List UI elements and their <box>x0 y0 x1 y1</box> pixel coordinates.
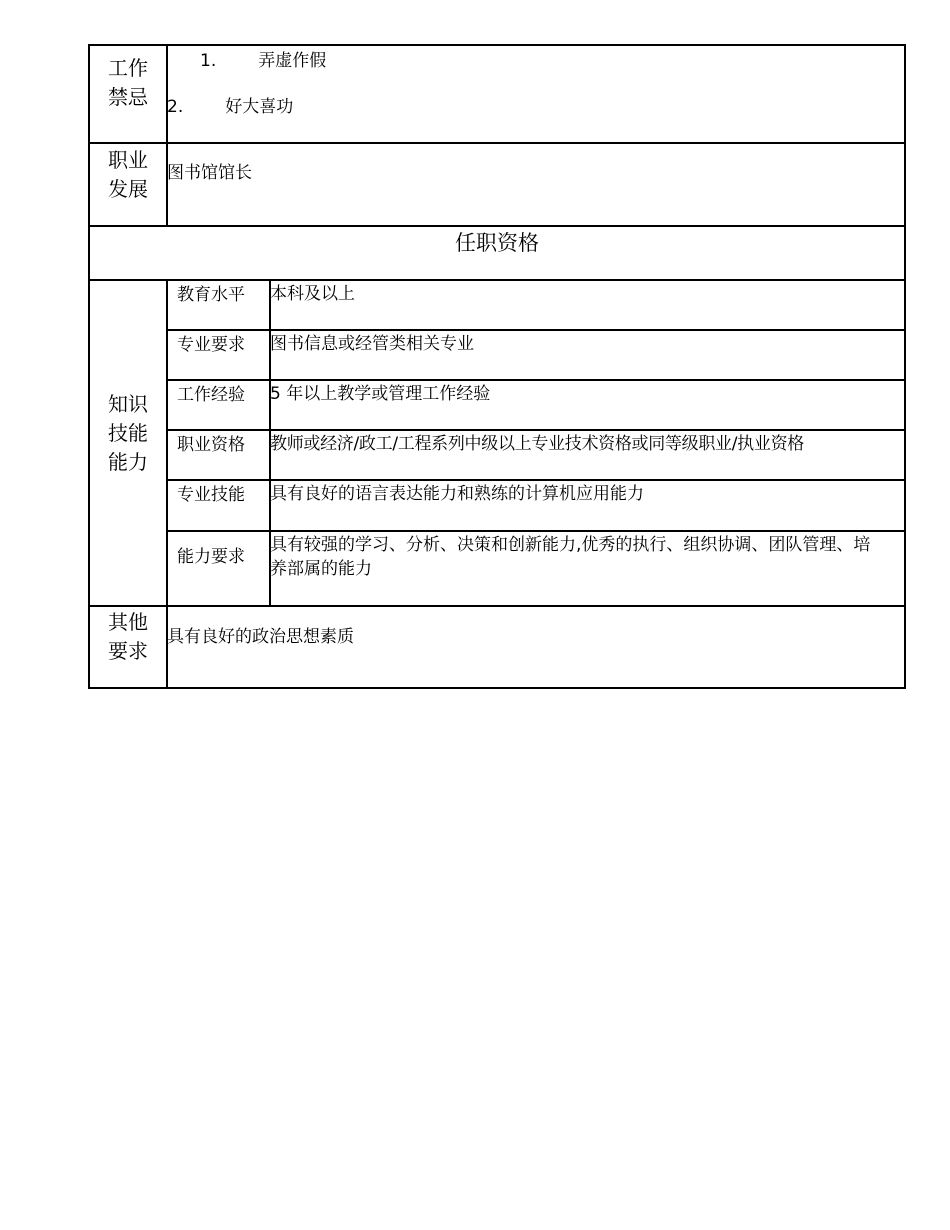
group-label-line1: 知识 <box>108 392 148 416</box>
prohibitions-label-line1: 工作 <box>108 56 148 80</box>
prohibition-item-text: 好大喜功 <box>225 97 294 117</box>
row-divider <box>167 329 904 331</box>
row-divider <box>167 379 904 381</box>
row-divider <box>167 429 904 431</box>
qualification-label-experience: 工作经验 <box>177 385 245 405</box>
row-divider <box>90 605 904 607</box>
qualification-label-certification: 职业资格 <box>177 435 245 455</box>
column-divider <box>166 46 168 225</box>
other-label-line2: 要求 <box>108 639 148 663</box>
knowledge-skills-ability-label <box>90 390 166 477</box>
qualification-value-major: 图书信息或经管类相关专业 <box>270 334 474 354</box>
qualification-label-education: 教育水平 <box>177 285 245 305</box>
qualification-value-education: 本科及以上 <box>270 284 355 304</box>
qualification-label-ability: 能力要求 <box>177 547 245 567</box>
row-divider <box>167 530 904 532</box>
career-label-line2: 发展 <box>108 177 148 201</box>
qualification-label-professional-skills: 专业技能 <box>177 485 245 505</box>
other-text: 具有良好的政治思想素质 <box>167 627 354 647</box>
prohibitions-label-line2: 禁忌 <box>108 85 148 109</box>
career-label-line1: 职业 <box>108 148 148 172</box>
qualification-label-major: 专业要求 <box>177 335 245 355</box>
qualifications-title: 任职资格 <box>455 231 539 255</box>
group-label-line2: 技能 <box>108 421 148 445</box>
prohibition-item <box>200 49 800 73</box>
row-divider <box>167 479 904 481</box>
group-label-line3: 能力 <box>108 450 148 474</box>
job-requirements-table <box>88 44 906 689</box>
row-divider <box>90 279 904 281</box>
prohibition-item <box>167 95 767 119</box>
prohibitions-label <box>90 54 166 112</box>
row-divider <box>90 142 904 144</box>
qualification-value-professional-skills: 具有良好的语言表达能力和熟练的计算机应用能力 <box>270 484 644 504</box>
other-label-line1: 其他 <box>108 610 148 634</box>
career-text: 图书馆馆长 <box>167 163 252 183</box>
qualification-value-certification: 教师或经济/政工/工程系列中级以上专业技术资格或同等级职业/执业资格 <box>270 434 804 454</box>
qualification-value-experience: 5 年以上教学或管理工作经验 <box>270 384 491 404</box>
prohibition-item-text: 弄虚作假 <box>258 51 327 71</box>
prohibition-item-number: 1. <box>200 51 217 71</box>
row-divider <box>90 225 904 227</box>
career-label <box>90 146 166 204</box>
prohibition-item-number: 2. <box>167 97 184 117</box>
qualification-value-ability: 具有较强的学习、分析、决策和创新能力,优秀的执行、组织协调、团队管理、培养部属的能力 <box>270 535 871 579</box>
other-label <box>90 608 166 666</box>
